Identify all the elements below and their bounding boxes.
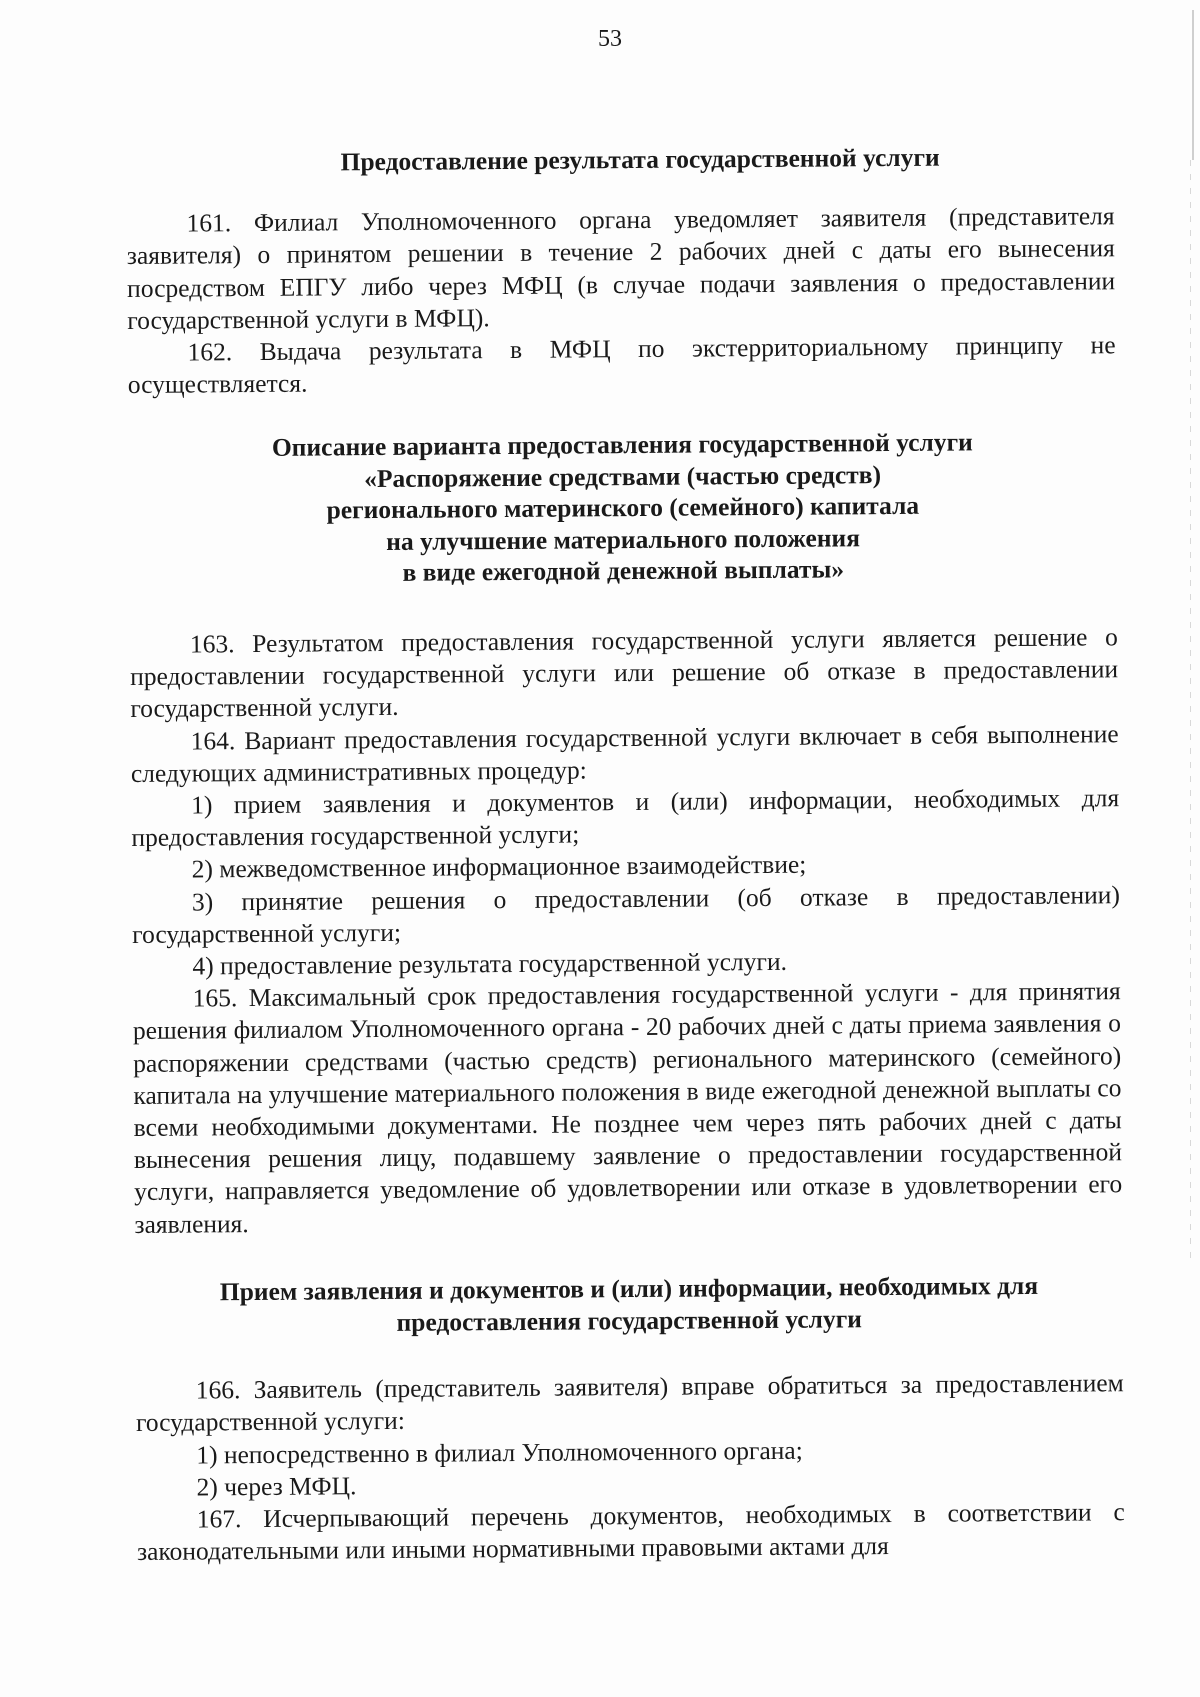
paragraph-164: 164. Вариант предоставления государственной услуги включает в себя выполнение следующих административных процедур:	[130, 718, 1119, 788]
document-body	[126, 140, 1125, 1568]
paragraph-162: 162. Выдача результата в МФЦ по экстерриториальному принципу не осуществляется.	[127, 330, 1116, 400]
heading-line: на улучшение материального положения	[386, 523, 861, 556]
page-number: 53	[598, 26, 622, 52]
paragraph-163: 163. Результатом предоставления государственной услуги является решение о предоставлении государственной услуги или решение об отказе в предоставлении государственной услуги.	[130, 622, 1119, 724]
list-item-1: 1) прием заявления и документов и (или) информации, необходимых для предоставления государственной услуги;	[131, 783, 1120, 853]
list-item-4: 4) предоставление результата государственной услуги.	[192, 946, 788, 981]
paragraph-165: 165. Максимальный срок предоставления государственной услуги - для принятия решения филиалом Уполномоченного органа - 20 рабочих дней с даты приема заявления о распоряжении средствами (частью средств) регионального материнского (семейного) капитала на улучшение материального положения в виде ежегодной денежной выплаты со всеми необходимыми документами. Не позднее чем через пять рабочих дней с даты вынесения решения лицу, подавшему заявление о предоставлении государственной услуги, направляется уведомление об удовлетворении или отказе в удовлетворении его заявления.	[132, 976, 1123, 1239]
list-item-2: 2) через МФЦ.	[196, 1471, 357, 1502]
list-item-2: 2) межведомственное информационное взаимодействие;	[191, 850, 807, 884]
section-heading-result: Предоставление результата государственной услуги	[340, 142, 940, 177]
heading-line: регионального материнского (семейного) капитала	[326, 491, 920, 525]
paragraph-166: 166. Заявитель (представитель заявителя) вправе обратиться за предоставлением государственной услуги:	[135, 1368, 1124, 1438]
heading-line: Прием заявления и документов и (или) информации, необходимых для	[219, 1270, 1039, 1307]
heading-line: предоставления государственной услуги	[396, 1304, 863, 1337]
list-item-3: 3) принятие решения о предоставлении (об отказе в предоставлении) государственной услуги;	[132, 879, 1121, 949]
heading-line: «Распоряжение средствами (частью средств)	[364, 460, 882, 494]
section-heading-variant	[128, 426, 1117, 591]
paragraph-167: 167. Исчерпывающий перечень документов, необходимых в соответствии с законодательными или иными нормативными правовыми актами для	[136, 1497, 1125, 1567]
scan-edge-dots	[1190, 160, 1191, 1260]
list-item-1: 1) непосредственно в филиал Уполномоченного органа;	[196, 1435, 803, 1470]
heading-line: Описание варианта предоставления государственной услуги	[271, 427, 973, 463]
heading-line: в виде ежегодной денежной выплаты»	[402, 554, 845, 588]
paragraph-161: 161. Филиал Уполномоченного органа уведомляет заявителя (представителя заявителя) о принятом решении в течение 2 рабочих дней с даты его вынесения посредством ЕПГУ либо через МФЦ (в случае подачи заявления о предоставлении государственной услуги в МФЦ).	[126, 201, 1116, 335]
section-heading-application	[135, 1269, 1123, 1341]
